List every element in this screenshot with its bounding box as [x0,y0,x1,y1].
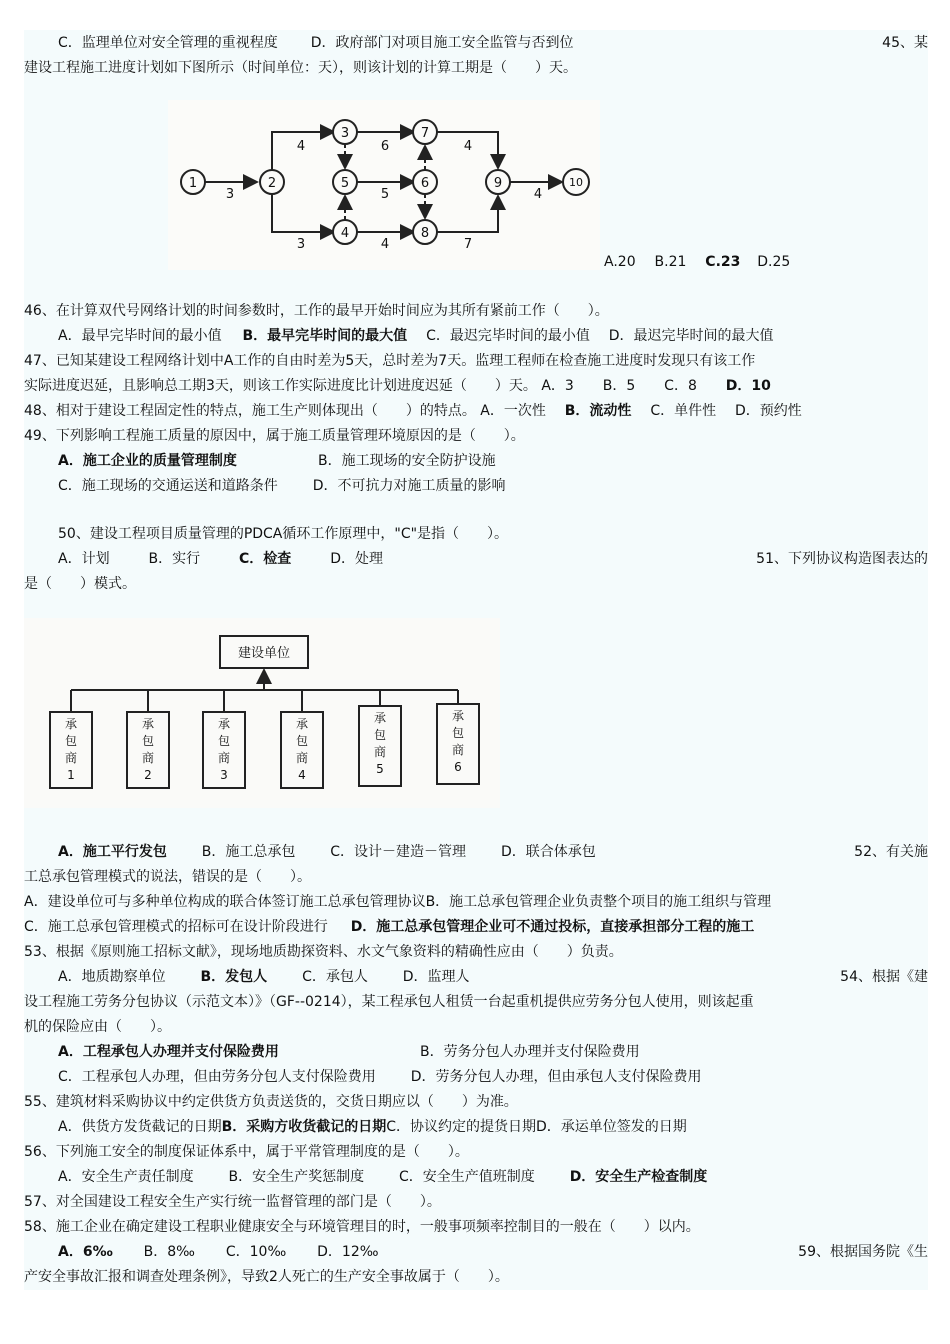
q50-stem: 50、建设工程项目质量管理的PDCA循环工作原理中，"C"是指（ ）。 [58,526,509,542]
q47-option-a: A．3 [541,378,574,394]
q56-option-d: D．安全生产检查制度 [569,1169,708,1185]
edge-label-3-7: 6 [380,139,390,154]
q59-stem-tail: 产安全事故汇报和调查处理条例》，导致2人死亡的生产安全事故属于（ ）。 [24,1269,509,1285]
edge-label-5-6: 5 [380,187,390,202]
contractor-label-4: 承包商 4 [295,717,309,782]
q48-option-d: D．预约性 [735,403,802,419]
exam-page [24,30,928,1290]
q47-stem-text: 实际进度迟延，且影响总工期3天，则该工作实际进度比计划进度迟延（ ）天。 [24,378,537,394]
q48-stem: 48、相对于建设工程固定性的特点，施工生产则体现出（ ）的特点。 [24,403,476,419]
node-label-10: 10 [569,176,583,189]
q45-option-a: A.20 [604,254,636,270]
q48-option-c: C．单件性 [650,403,717,419]
q47-stem-line2 [24,375,771,397]
q47-option-b: B．5 [602,378,636,394]
q58-option-d: D．12‰ [317,1244,379,1260]
q51-option-b: B．施工总承包 [201,844,296,860]
edge-label-4-8: 4 [380,237,390,252]
q55-option-b: B．采购方收货截记的日期 [221,1119,387,1135]
network-diagram [168,100,600,270]
q53-option-a: A．地质勘察单位 [58,969,166,985]
node-label-4: 4 [340,226,350,241]
q46-option-a: A．最早完毕时间的最小值 [58,328,222,344]
q45-option-d: D.25 [757,254,791,270]
contractor-label-2: 承包商 2 [141,717,155,782]
q49-options-row1 [24,450,496,472]
q49-option-a: A．施工企业的质量管理制度 [58,453,237,469]
q51-option-d: D．联合体承包 [500,844,596,860]
q46-stem: 46、在计算双代号网络计划的时间参数时，工作的最早开始时间应为其所有紧前工作（ ）。 [24,303,609,319]
q45-number: 45、某 [882,35,928,51]
q47-option-c: C．8 [664,378,697,394]
q56-options [24,1166,707,1188]
q55-option-c: C．协议约定的提货日期 [386,1119,537,1135]
q52-options-cd [24,916,754,938]
q51-number: 51、下列协议构造图表达的 [756,551,928,567]
q48-option-a: A．一次性 [480,403,546,419]
q52-options-ab: A．建设单位可与多种单位构成的联合体签订施工总承包管理协议B．施工总承包管理企业负责整个项目的施工组织与管理 [24,894,772,910]
contractor-label-6: 承包商 6 [451,709,465,774]
q56-option-c: C．安全生产值班制度 [399,1169,535,1185]
q55-option-a: A．供货方发货截记的日期 [58,1119,222,1135]
q54-number: 54、根据《建 [840,969,928,985]
node-label-1: 1 [188,176,198,191]
q57-stem: 57、对全国建设工程安全生产实行统一监督管理的部门是（ ）。 [24,1194,441,1210]
q52-stem-tail: 工总承包管理模式的说法，错误的是（ ）。 [24,869,311,885]
node-label-3: 3 [340,126,350,141]
q50-option-c: C．检查 [239,551,292,567]
contract-structure-diagram [24,618,500,808]
q58-options [24,1241,379,1263]
q49-stem: 49、下列影响工程施工质量的原因中，属于施工质量管理环境原因的是（ ）。 [24,428,525,444]
node-label-6: 6 [420,176,430,191]
q46-option-c: C．最迟完毕时间的最小值 [426,328,590,344]
q55-options [24,1116,687,1138]
q45-option-b: B.21 [654,254,687,270]
q53-option-b: B．发包人 [200,969,268,985]
q46-option-d: D．最迟完毕时间的最大值 [608,328,774,344]
q53-option-d: D．监理人 [402,969,470,985]
edge-label-2-4: 3 [296,237,306,252]
q47-stem-line1: 47、已知某建设工程网络计划中A工作的自由时差为5天，总时差为7天。监理工程师在检查施工进度时发现只有该工作 [24,353,756,369]
contractor-label-1: 承包商 1 [64,717,78,782]
q54-option-d: D．劳务分包人办理，但由承包人支付保险费用 [410,1069,702,1085]
q52-option-c: C．施工总承包管理模式的招标可在设计阶段进行 [24,919,328,935]
q44-option-c: C．监理单位对安全管理的重视程度 [58,35,278,51]
edge-8-9 [436,196,498,232]
q55-stem: 55、建筑材料采购协议中约定供货方负责送货的，交货日期应以（ ）为准。 [24,1094,518,1110]
edge-label-1-2: 3 [225,187,235,202]
q58-stem: 58、施工企业在确定建设工程职业健康安全与环境管理目的时，一般事项频率控制目的一般在（ ）以内。 [24,1219,700,1235]
node-label-7: 7 [420,126,430,141]
edge-label-7-9: 4 [463,139,473,154]
q52-option-d: D．施工总承包管理企业可不通过投标，直接承担部分工程的施工 [350,919,755,935]
q54-option-a: A．工程承包人办理并支付保险费用 [58,1044,279,1060]
q48-option-b: B．流动性 [564,403,632,419]
q53-option-c: C．承包人 [302,969,368,985]
node-label-5: 5 [340,176,350,191]
edge-2-4 [272,194,334,232]
q58-option-b: B．8‰ [143,1244,195,1260]
edge-label-8-9: 7 [463,237,473,252]
q52-number: 52、有关施 [854,844,928,860]
contract-structure-svg [24,618,500,808]
q51-option-c: C．设计－建造－管理 [330,844,467,860]
q54-options-row1 [24,1041,640,1063]
q53-stem: 53、根据《原则施工招标文献》，现场地质勘探资料、水文气象资料的精确性应由（ ）负责。 [24,944,623,960]
edge-label-9-10: 4 [533,187,543,202]
q45-option-c: C.23 [705,254,741,270]
node-label-2: 2 [267,176,277,191]
q49-option-d: D．不可抗力对施工质量的影响 [312,478,506,494]
contractor-label-5: 承包商 5 [373,711,387,776]
q49-option-c: C．施工现场的交通运送和道路条件 [58,478,278,494]
q45-options [604,251,790,273]
q54-option-b: B．劳务分包人办理并支付保险费用 [420,1044,640,1060]
q53-options [24,966,470,988]
q54-stem-line3: 机的保险应由（ ）。 [24,1019,171,1035]
q56-stem: 56、下列施工安全的制度保证体系中，属于平常管理制度的是（ ）。 [24,1144,469,1160]
q50-options [24,548,383,570]
q54-options-row2 [24,1066,701,1088]
client-label: 建设单位 [237,646,291,661]
q56-option-a: A．安全生产责任制度 [58,1169,194,1185]
q46-option-b: B．最早完毕时间的最大值 [242,328,408,344]
q44-option-d: D．政府部门对项目施工安全监管与否到位 [310,35,574,51]
q50-option-d: D．处理 [330,551,383,567]
q58-option-a: A．6‰ [58,1244,113,1260]
edge-label-2-3: 4 [296,139,306,154]
q54-option-c: C．工程承包人办理，但由劳务分包人支付保险费用 [58,1069,376,1085]
q50-option-b: B．实行 [148,551,201,567]
q46-options [24,325,774,347]
q55-option-d: D．承运单位签发的日期 [536,1119,687,1135]
q48-line [24,400,802,422]
network-diagram-svg [168,100,600,270]
q47-option-d: D．10 [725,378,771,394]
q50-option-a: A．计划 [58,551,110,567]
q49-option-b: B．施工现场的安全防护设施 [318,453,496,469]
q59-number: 59、根据国务院《生 [798,1244,928,1260]
q44-options [24,32,573,54]
node-label-9: 9 [493,176,503,191]
q45-stem: 建设工程施工进度计划如下图所示（时间单位：天），则该计划的计算工期是（ ）天。 [24,60,577,76]
q54-stem-line2: 设工程施工劳务分包协议（示范文本）》（GF--0214），某工程承包人租赁一台起重机提供应劳务分包人使用，则该起重 [24,994,754,1010]
q51-stem-tail: 是（ ）模式。 [24,576,136,592]
contractor-label-3: 承包商 3 [217,717,231,782]
node-label-8: 8 [420,226,430,241]
q51-option-a: A．施工平行发包 [58,844,167,860]
q51-options [24,841,596,863]
q56-option-b: B．安全生产奖惩制度 [228,1169,365,1185]
q49-options-row2 [24,475,505,497]
q58-option-c: C．10‰ [225,1244,287,1260]
